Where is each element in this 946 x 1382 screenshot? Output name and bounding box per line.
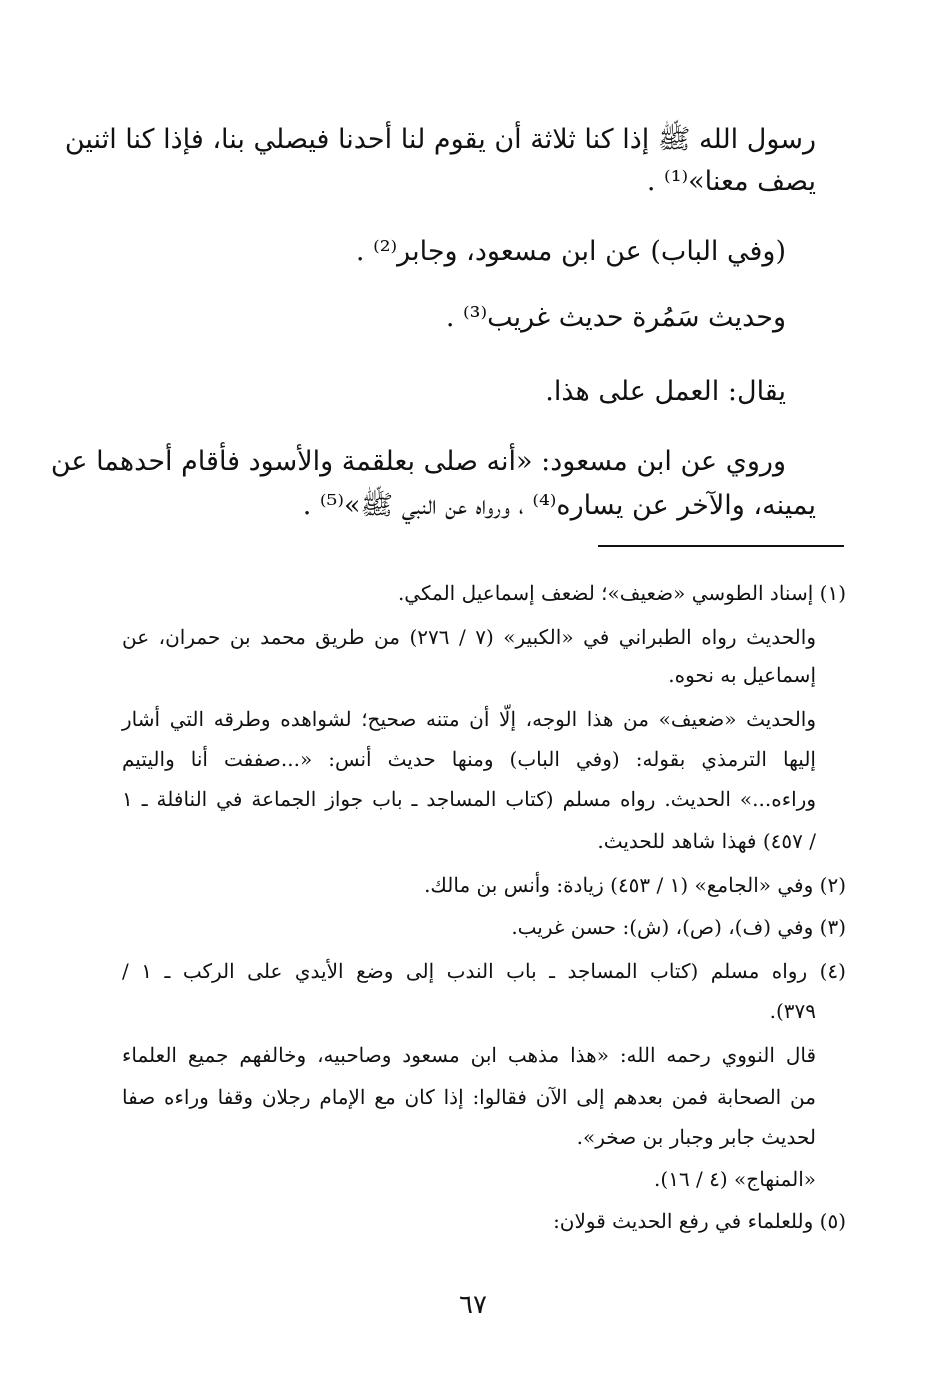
footnote-5: (٥) وللعلماء في رفع الحديث قولان: xyxy=(553,1209,846,1233)
body-line-6: وروي عن ابن مسعود: «أنه صلى بعلقمة والأسود فأقام أحدهما عن xyxy=(50,446,786,477)
body-line-4: وحديث سَمُرة حديث غريب⁽³⁾ . xyxy=(445,302,786,333)
footnote-1-line-1: (١) إسناد الطوسي «ضعيف»؛ لضعف إسماعيل المكي. xyxy=(397,581,846,605)
footnote-4-line-3: قال النووي رحمه الله: «هذا مذهب ابن مسعود وصاحبيه، وخالفهم جميع العلماء xyxy=(122,1043,816,1067)
footnote-4-line-2: ٣٧٩). xyxy=(769,999,816,1023)
footnote-1-line-5: إليها الترمذي بقوله: (وفي الباب) ومنها حديث أنس: «...صففت أنا واليتيم xyxy=(122,747,816,771)
body-line-7: يمينه، والآخر عن يساره⁽⁴⁾ ، ورواه عن النبي ﷺ»⁽⁵⁾ . xyxy=(302,490,816,521)
footnote-1-line-3: إسماعيل به نحوه. xyxy=(668,663,816,687)
footnote-2: (٢) وفي «الجامع» (١ / ٤٥٣) زيادة: وأنس بن مالك. xyxy=(424,873,846,897)
footnote-1-line-2: والحديث رواه الطبراني في «الكبير» (٧ / ٢٧٦) من طريق محمد بن حمران، عن xyxy=(122,625,816,649)
body-line-5: يقال: العمل على هذا. xyxy=(545,376,786,407)
page-number: ٦٧ xyxy=(459,1290,487,1320)
body-line-2: يصف معنا»⁽¹⁾ . xyxy=(646,166,816,197)
body-line-3: (وفي الباب) عن ابن مسعود، وجابر⁽²⁾ . xyxy=(355,236,786,267)
footnote-separator xyxy=(598,545,844,547)
body-line-1: رسول الله ﷺ إذا كنا ثلاثة أن يقوم لنا أحدنا فيصلي بنا، فإذا كنا اثنين xyxy=(64,124,816,155)
footnote-1-line-4: والحديث «ضعيف» من هذا الوجه، إلّا أن متنه صحيح؛ لشواهده وطرقه التي أشار xyxy=(122,707,816,731)
footnote-1-line-6: وراءه...» الحديث. رواه مسلم (كتاب المساجد ـ باب جواز الجماعة في النافلة ـ ١ xyxy=(122,787,816,811)
footnote-4-line-6: «المنهاج» (٤ / ١٦). xyxy=(654,1167,816,1191)
footnote-3: (٣) وفي (ف)، (ص)، (ش): حسن غريب. xyxy=(511,915,846,939)
footnote-1-line-7: / ٤٥٧) فهذا شاهد للحديث. xyxy=(597,829,816,853)
footnote-4-line-4: من الصحابة فمن بعدهم إلى الآن فقالوا: إذا كان مع الإمام رجلان وقفا وراءه صفا xyxy=(122,1085,816,1109)
footnote-4-line-5: لحديث جابر وجبار بن صخر». xyxy=(576,1125,816,1149)
footnote-4-line-1: (٤) رواه مسلم (كتاب المساجد ـ باب الندب إلى وضع الأيدي على الركب ـ ١ / xyxy=(122,959,846,983)
